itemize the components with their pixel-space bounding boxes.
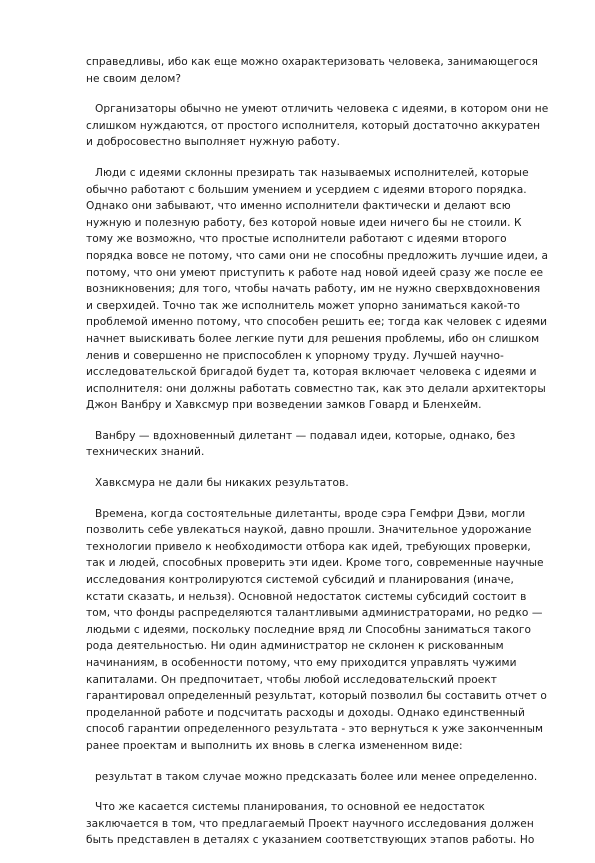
paragraph: Люди с идеями склонны презирать так называемых исполнителей, которые обычно работают с большим умением и усердием с идеями второго порядка. Однако они забывают, что именно исполнители фактически и делают всю нужную и полезную работу, без которой новые идеи ничего бы не стоили. К тому же возможно, что простые исполнители работают с идеями второго порядка вовсе не потому, что сами они не способны предложить лучшие идеи, а потому, что они умеют приступить к работе над новой идеей сразу же после ее возникновения; для того, чтобы начать работу, им не нужно сверхвдохновения и сверхидей. Точно так же исполнитель может упорно заниматься какой-то проблемой именно потому, что способен решить ее; тогда как человек с идеями начнет выискивать более легкие пути для решения проблемы, ибо он слишком ленив и совершенно не приспособлен к упорному труду. Лучшей научно-исследовательской бригадой будет та, которая включает человека с идеями и исполнителя: они должны работать совместно так, как это делали архитекторы Джон Ванбру и Хавксмур при возведении замков Говард и Бленхейм. bbox=[86, 166, 548, 412]
paragraph: Организаторы обычно не умеют отличить человека с идеями, в котором они не слишком нуждаются, от простого исполнителя, который достаточно аккуратен и добросовестно выполняет нужную работу. bbox=[86, 103, 549, 149]
paragraph: Времена, когда состоятельные дилетанты, вроде сэра Гемфри Дэви, могли позволить себе увлекаться наукой, давно прошли. Значительное удорожание технологии привело к необходимости отбора как идей, требующих проверки, так и людей, способных проверить эти идеи. Кроме того, современные научные исследования контролируются системой субсидий и планирования (иначе, кстати сказать, и нельзя). Основной недостаток системы субсидий состоит в том, что фонды распределяются талантливыми администраторами, но редко — людьми с идеями, поскольку последние вряд ли Способны заниматься такого рода деятельностью. Ни один администратор не склонен к рискованным начинаниям, в особенности потому, что ему приходится управлять чужими капиталами. Он предпочитает, чтобы любой исследовательский проект гарантировал определенный результат, который позволил бы составить отчет о проделанной работе и подсчитать расходы и доходы. Однако единственный способ гарантии определенного результата - это вернуться к уже законченным ранее проектам и выполнить их вновь в слегка измененном виде: bbox=[86, 507, 547, 752]
paragraph: Ванбру — вдохновенный дилетант — подавал идеи, которые, однако, без технических знаний. bbox=[86, 429, 516, 459]
paragraph: Хавксмура не дали бы никаких результатов. bbox=[95, 477, 349, 490]
paragraph: результат в таком случае можно предсказать более или менее определенно. bbox=[95, 770, 538, 783]
paragraph: Что же касается системы планирования, то основной ее недостаток заключается в том, что предлагаемый Проект научного исследования должен быть представлен в деталях с указанием соответствующих этапов работы. Но bbox=[86, 801, 535, 847]
paragraph: справедливы, ибо как еще можно охарактеризовать человека, занимающегося не своим делом? bbox=[86, 56, 538, 85]
document-body bbox=[86, 54, 549, 863]
